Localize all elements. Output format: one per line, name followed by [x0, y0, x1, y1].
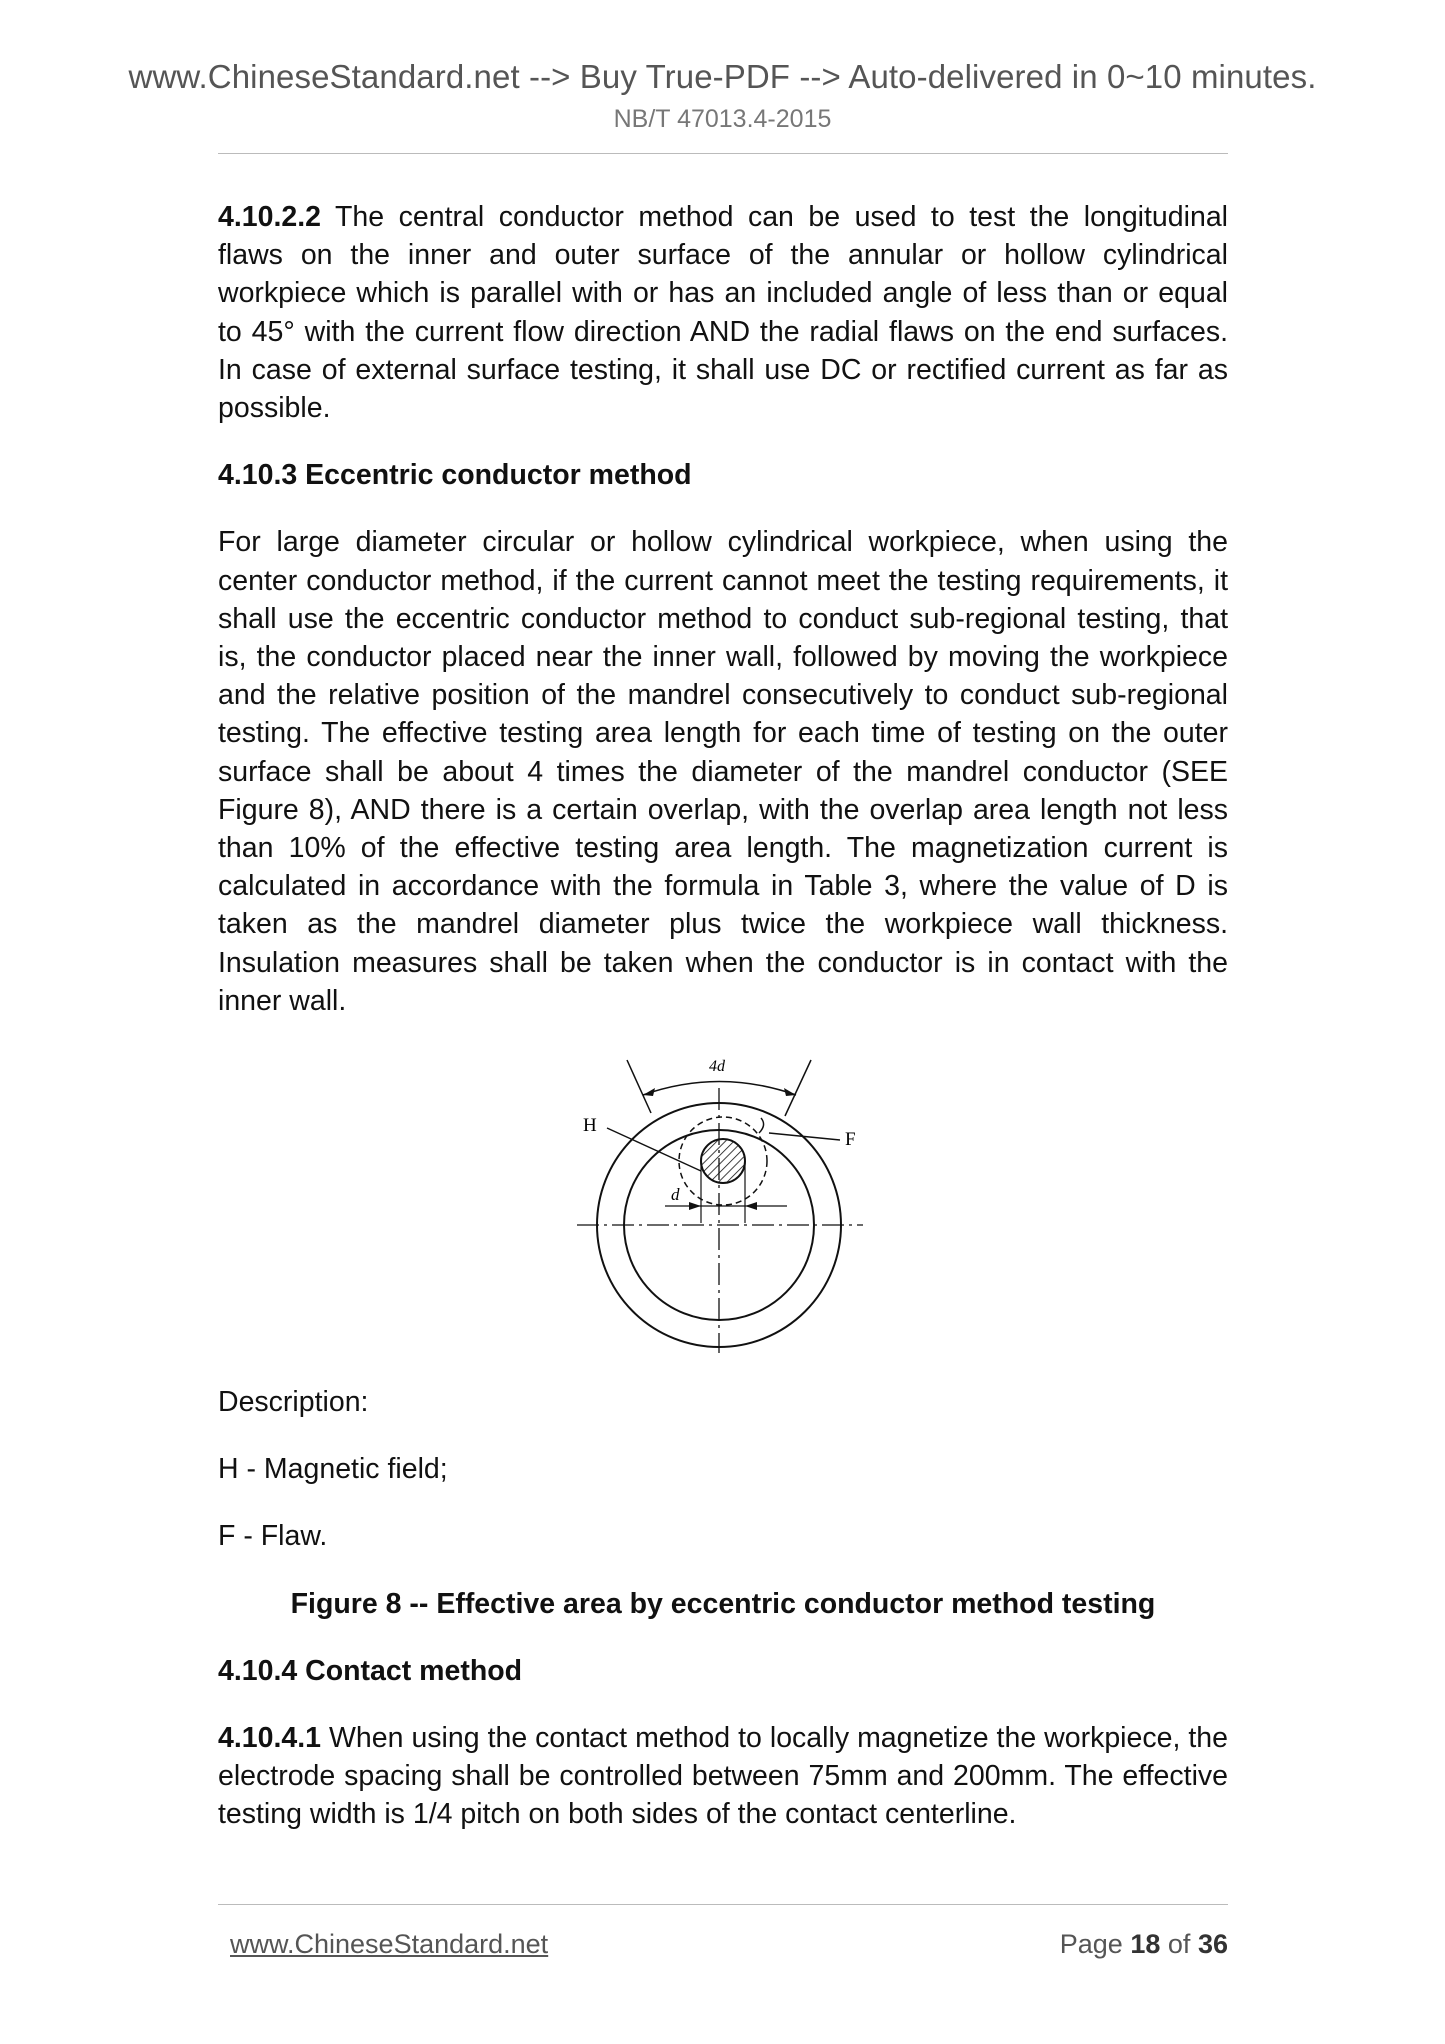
standard-number: NB/T 47013.4-2015 [613, 105, 832, 133]
clause-number: 4.10.4.1 [218, 1722, 322, 1755]
description-title: Description: [218, 1386, 369, 1419]
paragraph-4-10-3: For large diameter circular or hollow cylindrical workpiece, when using the center conductor method, if the current cannot meet the testing requirements, it shall use the eccentric conductor method to conduct sub-regional testing, that is, the conductor placed near the inner wall, followed by moving the workpiece and the relative position of the mandrel consecutively to conduct sub-regional testing. The effective testing area length for each time of testing on the outer surface shall be about 4 times the diameter of the mandrel conductor (SEE Figure 8), AND there is a certain overlap, with the overlap area length not less than 10% of the effective testing area length. The magnetization current is calculated in accordance with the formula in Table 3, where the value of D is taken as the mandrel diameter plus twice the workpiece wall thickness. Insulation measures shall be taken when the conductor is in contact with the inner wall. [218, 526, 1228, 1017]
dim-d-arrow-right [745, 1202, 757, 1210]
figure-8 [218, 1048, 1228, 1353]
clause-number: 4.10.2.2 [218, 201, 322, 233]
dim-d-arrow-left [689, 1202, 701, 1210]
document-body [218, 198, 1228, 1834]
footer-site-link[interactable]: www.ChineseStandard.net [230, 1929, 549, 1959]
mandrel-conductor [701, 1139, 745, 1183]
label-4d: 4d [709, 1058, 725, 1076]
page-indicator [1060, 1929, 1228, 1960]
footer-divider [218, 1904, 1228, 1905]
eccentric-conductor-diagram [555, 1048, 905, 1353]
figure-caption: Figure 8 -- Effective area by eccentric conductor method testing [290, 1587, 1156, 1620]
flaw-mark [759, 1118, 764, 1133]
label-f: F [845, 1129, 856, 1151]
section-heading-4-10-4: 4.10.4 Contact method [218, 1654, 523, 1687]
arc-arrow-left [643, 1088, 655, 1096]
header-divider [218, 153, 1228, 154]
page-current: 18 [1130, 1929, 1161, 1959]
page-of: of [1167, 1929, 1191, 1959]
leader-h [607, 1128, 701, 1171]
paragraph-4-10-4-1 [218, 1719, 1228, 1834]
header-banner[interactable]: www.ChineseStandard.net --> Buy True-PDF --> Auto-delivered in 0~10 minutes. [128, 58, 1317, 95]
description-h: H - Magnetic field; [218, 1453, 448, 1486]
label-d: d [671, 1185, 680, 1205]
arc-extension-right [785, 1060, 811, 1116]
page-prefix: Page [1059, 1929, 1123, 1959]
paragraph-4-10-2-2 [218, 198, 1228, 427]
section-heading-4-10-3: 4.10.3 Eccentric conductor method [218, 459, 692, 492]
page-total: 36 [1197, 1929, 1228, 1959]
arc-extension-left [627, 1060, 651, 1113]
label-h: H [583, 1115, 597, 1137]
paragraph-text: When using the contact method to locally magnetize the workpiece, the electrode spacing shall be controlled between 75mm and 200mm. The effective testing width is 1/4 pitch on both sides of the contact centerline. [218, 1722, 1228, 1831]
description-f: F - Flaw. [218, 1520, 328, 1553]
paragraph-text: The central conductor method can be used to test the longitudinal flaws on the inner and outer surface of the annular or hollow cylindrical workpiece which is parallel with or has an included angle of less than or equal to 45° with the current flow direction AND the radial flaws on the end surfaces. In case of external surface testing, it shall use DC or rectified current as far as possible. [218, 201, 1228, 425]
